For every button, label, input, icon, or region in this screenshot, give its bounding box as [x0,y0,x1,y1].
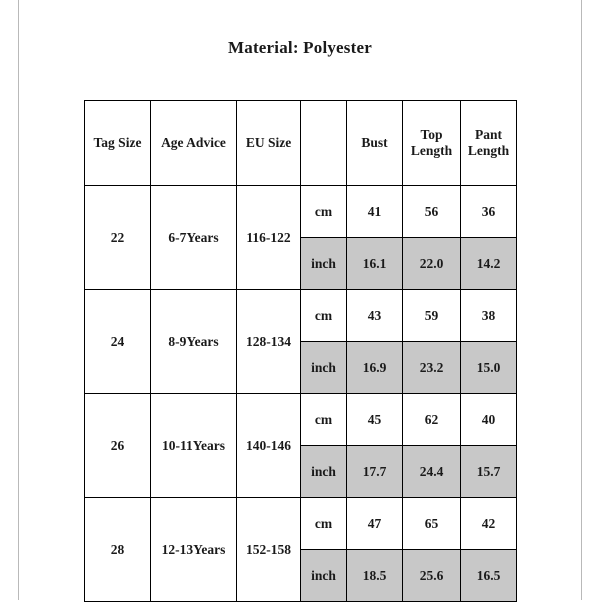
cell-eu-size: 140-146 [237,394,301,498]
cell-tag-size: 26 [85,394,151,498]
cell-pant-length-inch: 15.7 [461,446,517,498]
table-row [85,394,517,446]
cell-bust-cm: 41 [347,186,403,238]
cell-pant-length-cm: 40 [461,394,517,446]
header-pant-length-line2: Length [467,143,510,158]
cell-top-length-inch: 22.0 [403,238,461,290]
cell-bust-cm: 47 [347,498,403,550]
cell-eu-size: 152-158 [237,498,301,602]
cell-top-length-inch: 25.6 [403,550,461,602]
table-row [85,290,517,342]
cell-age-advice: 12-13Years [151,498,237,602]
cell-age-advice: 8-9Years [151,290,237,394]
table-row [85,186,517,238]
cell-unit-cm: cm [301,290,347,342]
cell-top-length-cm: 65 [403,498,461,550]
page-title: Material: Polyester [228,38,372,57]
cell-tag-size: 22 [85,186,151,290]
cell-unit-cm: cm [301,394,347,446]
cell-tag-size: 24 [85,290,151,394]
size-table-container [84,100,516,602]
header-top-length-line2: Length [410,143,453,158]
header-eu-size: EU Size [237,101,301,186]
cell-pant-length-cm: 38 [461,290,517,342]
left-margin-rule [18,0,19,600]
cell-top-length-inch: 23.2 [403,342,461,394]
cell-top-length-cm: 59 [403,290,461,342]
table-header [85,101,517,186]
cell-unit-inch: inch [301,238,347,290]
cell-bust-inch: 17.7 [347,446,403,498]
cell-bust-cm: 45 [347,394,403,446]
cell-bust-inch: 16.9 [347,342,403,394]
cell-bust-inch: 16.1 [347,238,403,290]
cell-unit-inch: inch [301,342,347,394]
cell-eu-size: 116-122 [237,186,301,290]
cell-bust-cm: 43 [347,290,403,342]
right-margin-rule [581,0,582,600]
cell-pant-length-cm: 36 [461,186,517,238]
table-row [85,498,517,550]
size-table [84,100,517,602]
header-pant-length [461,101,517,186]
header-bust: Bust [347,101,403,186]
cell-unit-inch: inch [301,550,347,602]
cell-unit-cm: cm [301,498,347,550]
header-age-advice: Age Advice [151,101,237,186]
header-tag-size: Tag Size [85,101,151,186]
cell-pant-length-cm: 42 [461,498,517,550]
cell-age-advice: 10-11Years [151,394,237,498]
cell-unit-inch: inch [301,446,347,498]
cell-top-length-cm: 62 [403,394,461,446]
header-top-length-line1: Top [420,126,443,142]
cell-eu-size: 128-134 [237,290,301,394]
cell-unit-cm: cm [301,186,347,238]
header-pant-length-line1: Pant [475,126,502,142]
cell-pant-length-inch: 16.5 [461,550,517,602]
cell-tag-size: 28 [85,498,151,602]
cell-pant-length-inch: 14.2 [461,238,517,290]
header-unit [301,101,347,186]
cell-pant-length-inch: 15.0 [461,342,517,394]
cell-top-length-inch: 24.4 [403,446,461,498]
cell-bust-inch: 18.5 [347,550,403,602]
header-row [85,101,517,186]
table-body [85,186,517,602]
cell-top-length-cm: 56 [403,186,461,238]
header-top-length [403,101,461,186]
cell-age-advice: 6-7Years [151,186,237,290]
